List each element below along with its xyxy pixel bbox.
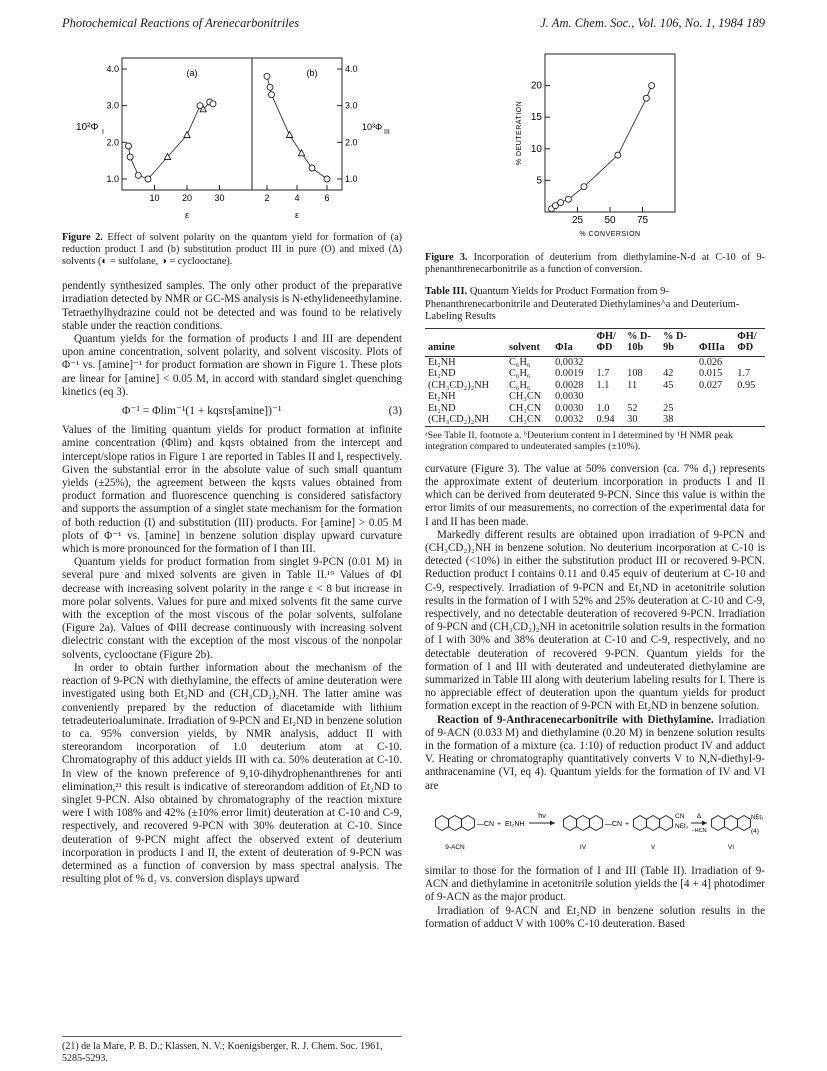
molecule-vi xyxy=(712,815,751,830)
table-cell: 0.0030 xyxy=(555,402,584,414)
table-3-header-top-cell: ΦH/ xyxy=(734,328,765,342)
ring xyxy=(449,815,462,830)
table-cell: 42 xyxy=(663,368,674,380)
table-cell: 0.0028 xyxy=(555,379,584,391)
left-paragraph-5: In order to obtain further information about the mechanism of the reaction of 9-PCN with diethylamine, the effects of amine deuteration were investigated using both Et₂ND and (CH₃CD₂)₂NH. The latter amine was conveniently prepared by the reduction of diacetamide with lithium tetradeuterioaluminate. Irradiation of 9-PCN and Et₂ND in benzene solution to ca. 95% conversion yields, by NMR analysis, adduct II with stereorandom incorporation of 1.0 deuterium atom at C-10. Chromatography of this adduct yields III with ca. 50% deuteration at C-10. In view of the known preference of 9,10-dihydrophenanthrenes for anti elimination,²¹ this result is indicative of stereorandom addition of Et₂ND to singlet 9-PCN. Also obtained by chromatography of the reaction mixture were I with 108% and 42% (±10% error limit) deuteration at C-10 and C-9, respectively, and recovered 9-PCN with 30% deuteration at C-10. Since deuteration of 9-PCN might affect the observed extent of deuterium incorporation in products I and II, the extent of deuteration of 9-PCN was determined as a function of conversion by mass spectral analysis. The resulting plot of % d₁ vs. conversion displays upward xyxy=(62,661,402,886)
table-3-header-cell: amine xyxy=(425,342,506,356)
data-point-triangle xyxy=(184,132,190,138)
right-paragraph-1: curvature (Figure 3). The value at 50% conversion (ca. 7% d₁) represents the approximate extent of deuterium incorporation in products I and II which can be derived from deuterated 9-PCN. Since this value is within the error limits of our measurements, no correction of the experimental data for I and II has been made. xyxy=(425,462,765,528)
arrow-head xyxy=(702,820,707,825)
data-point-circle xyxy=(643,95,649,101)
table-cell: CH₃CN xyxy=(506,414,552,426)
figure-2-chart xyxy=(62,44,402,224)
y-tick-label: 4.0 xyxy=(106,64,119,74)
data-point-circle xyxy=(309,165,315,171)
figure-3-caption xyxy=(425,252,765,276)
table-cell: 30 xyxy=(624,414,660,426)
table-3-header-top-cell: % D- xyxy=(660,328,696,342)
data-point-circle xyxy=(615,152,621,158)
table-row xyxy=(425,380,765,392)
table-3-header-cell: solvent xyxy=(506,342,552,356)
right-paragraph-4: similar to those for the formation of I and III (Table II). Irradiation of 9-ACN and diethylamine in acetonitrile solution yields the [4 + 4] photodimer of 9-ACN as the major product. xyxy=(425,864,765,904)
table-cell: C₆H₆ xyxy=(508,368,531,380)
group-label: CN xyxy=(675,812,685,820)
amine-label: Et₂NH xyxy=(505,820,525,828)
right-column xyxy=(425,44,765,931)
y-axis-label: % DEUTERATION xyxy=(516,100,523,166)
right-axis-subscript: III xyxy=(384,129,390,136)
y-tick-label: 4.0 xyxy=(345,64,358,74)
table-cell: 0.0032 xyxy=(555,356,584,368)
figure-2b-plot xyxy=(252,58,390,220)
group-label: —CN xyxy=(477,820,495,828)
y-tick-label: 3.0 xyxy=(106,100,119,111)
y-tick-label: 1.0 xyxy=(345,174,358,184)
table-cell: Et₂ND xyxy=(428,368,456,380)
panel-b-label: (b) xyxy=(306,68,318,78)
group-label: —CN xyxy=(605,820,623,828)
table-cell: 1.7 xyxy=(737,368,751,380)
right-paragraph-2: Markedly different results are obtained upon irradiation of 9-PCN and (CH₃CD₂)₂NH in benzene solution. No deuterium incorporation at C-10 is detected (<10%) in either the substitution product III or recovered 9-PCN. Reduction product I contains 0.11 and 0.45 equiv of deuterium at C-10 and C-9, respectively. Irradiation of 9-PCN and Et₂ND in acetonitrile solution results in the formation of I with 52% and 25% deuteration at C-10 and C-9, respectively, and no detectable deuteration of recovered 9-PCN. Irradiation of 9-PCN and (CH₃CD₂)₂NH in acetonitrile solution results in the formation of I with 30% and 38% deuteration at C-10 and C-9, respectively, and no detectable deuteration of recovered 9-PCN. Quantum yields for the formation of I and III with deuterated and undeuterated diethylamine are summarized in Table III along with deuterium labeling results for I. There is no appreciable effect of deuteration upon the quantum yields for product formation except in the reaction of 9-PCN with Et₂ND in benzene solution. xyxy=(425,528,765,713)
table-cell: 11 xyxy=(627,379,638,391)
fit-curve xyxy=(129,102,214,179)
table-cell: CH₃CN xyxy=(508,402,542,414)
table-cell: Et₂NH xyxy=(428,391,456,403)
table-cell xyxy=(660,356,696,368)
left-paragraph-2: Quantum yields for the formation of products I and III are dependent upon amine concentration, solvent polarity, and solvent viscosity. Plots of Φ⁻¹ vs. [amine]⁻¹ for product formation are shown in Figure 1. These plots are linear for [amine] < 0.05 M, in accord with standard singlet quenching kinetics (eq 3). xyxy=(62,333,402,398)
x-tick-label: 20 xyxy=(181,193,193,203)
table-cell: 38 xyxy=(660,414,696,426)
table-cell: 45 xyxy=(663,379,674,391)
table-cell xyxy=(660,391,696,403)
table-cell: (CH₃CD₂)₂NH xyxy=(425,414,506,426)
reaction-scheme-4 xyxy=(425,799,765,861)
figure-2-caption xyxy=(62,232,402,268)
table-3-header xyxy=(425,342,765,356)
arrow-head xyxy=(550,820,555,825)
data-point-circle xyxy=(135,172,141,178)
table-3-title-text: Quantum Yields for Product Formation from 9-Phenanthrenecarbonitrile and Deuterated Diethylamines^a and Deuterium-Labeling Results xyxy=(425,286,740,323)
table-row xyxy=(425,403,765,415)
y-tick-label: 1.0 xyxy=(106,174,119,184)
data-point-circle xyxy=(145,176,151,182)
group-label: NEt₂ xyxy=(675,822,689,830)
plus-sign: + xyxy=(625,820,630,828)
table-cell: 25 xyxy=(663,402,674,414)
data-point-circle xyxy=(649,83,655,89)
table-3-body xyxy=(425,356,765,426)
ring xyxy=(577,815,590,830)
table-cell: Et₂ND xyxy=(428,402,456,414)
x-tick-label: 75 xyxy=(636,215,649,226)
table-cell: 0.95 xyxy=(737,379,756,391)
fit-curve xyxy=(552,86,652,209)
table-cell xyxy=(734,414,765,426)
y-tick-label: 20 xyxy=(530,80,542,92)
y-tick-label: 15 xyxy=(530,112,542,124)
table-cell: 0.026 xyxy=(698,356,723,368)
equation-number: (4) xyxy=(751,827,759,835)
data-point-circle xyxy=(127,154,133,160)
x-axis-label-b: ε xyxy=(294,210,300,220)
table-row xyxy=(425,391,765,403)
x-tick-label: 10 xyxy=(149,193,160,203)
ring xyxy=(660,815,673,830)
table-cell xyxy=(696,391,734,403)
plot-frame xyxy=(545,54,675,212)
table-cell: 0.0030 xyxy=(555,391,584,403)
table-3-header-top-cell: ΦH/ xyxy=(594,328,625,342)
ring xyxy=(712,815,725,830)
ring xyxy=(436,815,449,830)
figure-3-caption-text: Incorporation of deuterium from diethylamine-N-d at C-10 of 9-phenanthrenecarbonitrile as a function of conversion. xyxy=(425,252,765,276)
data-point-triangle xyxy=(286,132,292,138)
table-3-header-top-cell: % D- xyxy=(624,328,660,342)
table-3-header-cell: ΦD xyxy=(734,342,765,356)
right-axis-label: 10³Φ xyxy=(362,122,383,132)
table-cell xyxy=(624,356,660,368)
table-cell xyxy=(624,391,660,403)
table-cell xyxy=(696,403,734,415)
data-point-circle xyxy=(269,92,275,98)
x-tick-label: 6 xyxy=(324,193,330,203)
table-3-header-cell: ΦIa xyxy=(552,342,593,356)
left-paragraph-4: Quantum yields for product formation from singlet 9-PCN (0.01 M) in several pure and mixed solvents are given in Table II.¹⁹ Values of ΦI decrease with increasing solvent polarity in the range ε < 8 but increase in more polar solvents. Values for pure and mixed solvents fit the same curve with the exception of the most viscous of the polar solvents, sulfolane (Figure 2a). Values of ΦIII decrease continuously with increasing solvent dielectric constant with the exception of the most viscous of the nonpolar solvents, cyclooctane (Figure 2b). xyxy=(62,556,402,661)
table-3-header-cell: ΦIIIa xyxy=(696,342,734,356)
figure-3-caption-label: Figure 3. xyxy=(425,252,468,264)
table-cell: (CH₃CD₂)₂NH xyxy=(428,379,490,391)
figure-2a-plot xyxy=(76,58,252,220)
table-cell: 52 xyxy=(627,402,638,414)
data-point-circle xyxy=(581,184,587,190)
arrow-label: −HCN xyxy=(691,827,707,834)
x-tick-label: 25 xyxy=(571,215,584,226)
table-row xyxy=(425,414,765,426)
table-3-title xyxy=(425,286,765,324)
right-paragraph-5: Irradiation of 9-ACN and Et₂ND in benzene solution results in the formation of adduct V with 100% C-10 deuteration. Based xyxy=(425,904,765,930)
right-paragraph-3 xyxy=(425,714,765,793)
ring xyxy=(462,815,475,830)
running-header-left: Photochemical Reactions of Arenecarbonitriles xyxy=(62,16,300,30)
data-point-circle xyxy=(210,101,216,107)
table-3-header-top-cell xyxy=(552,328,593,342)
table-cell: Et₂NH xyxy=(428,356,456,368)
table-3-label: Table III. xyxy=(425,286,468,298)
molecule-v xyxy=(634,815,673,830)
x-axis-label: % CONVERSION xyxy=(579,231,641,238)
table-cell xyxy=(734,403,765,415)
table-cell: 0.94 xyxy=(594,414,625,426)
compound-label: 9-ACN xyxy=(445,843,465,851)
y-tick-label: 3.0 xyxy=(345,100,358,111)
table-3-header-top-cell xyxy=(696,328,734,342)
table-cell: 108 xyxy=(627,368,643,380)
compound-label: IV xyxy=(579,843,587,851)
footnote-21: (21) de la Mare, P. B. D.; Klassen, N. V.; Koenigsberger, R. J. Chem. Soc. 1961, 5285-5293. xyxy=(62,1036,402,1065)
reaction-scheme-svg xyxy=(425,799,765,857)
table-cell xyxy=(734,391,765,403)
data-point-circle xyxy=(267,84,273,90)
ring xyxy=(738,815,751,830)
equation-3-body: Φ⁻¹ = Φlim⁻¹(1 + kqsτs[amine])⁻¹ xyxy=(122,405,282,418)
table-3-header-top-cell xyxy=(425,328,506,342)
table-3-header-top-cell xyxy=(506,328,552,342)
x-axis-label-a: ε xyxy=(184,210,190,220)
ring xyxy=(725,815,738,830)
table-3-footnote: ᵃSee Table II, footnote a. ᵇDeuterium content in I determined by ¹H NMR peak integration compared to undeuterated samples (±10%). xyxy=(425,429,733,453)
table-cell: C₆H₆ xyxy=(508,379,531,391)
compound-label: V xyxy=(650,843,656,851)
table-3-header-cell: 10b xyxy=(624,342,660,356)
group-label: NEt₂ xyxy=(751,814,764,821)
figure-2-caption-label: Figure 2. xyxy=(62,232,103,244)
ring xyxy=(647,815,660,830)
running-header-right: J. Am. Chem. Soc., Vol. 106, No. 1, 1984 189 xyxy=(540,16,765,30)
data-point-circle xyxy=(565,196,571,202)
panel-a-label: (a) xyxy=(186,68,198,78)
table-row xyxy=(425,356,765,368)
table-cell: 0.015 xyxy=(698,368,723,380)
left-axis-subscript: I xyxy=(102,129,104,136)
y-tick-label: 5 xyxy=(536,175,542,187)
molecule-9-acn xyxy=(436,815,475,830)
ring xyxy=(564,815,577,830)
data-point-circle xyxy=(264,73,270,79)
table-cell xyxy=(696,414,734,426)
y-tick-label: 10 xyxy=(530,143,542,155)
compound-label: VI xyxy=(727,843,735,851)
data-point-circle xyxy=(126,143,132,149)
fit-curve xyxy=(267,76,327,179)
data-point-circle xyxy=(324,176,330,182)
table-3-header-top xyxy=(425,328,765,342)
arrow-label: Δ xyxy=(696,812,702,820)
equation-3 xyxy=(62,405,402,418)
table-cell xyxy=(594,356,625,368)
table-cell: 0.027 xyxy=(698,379,723,391)
section-heading: Reaction of 9-Anthracenecarbonitrile with Diethylamine. xyxy=(437,713,714,726)
table-cell: 0.0019 xyxy=(555,368,584,380)
table-cell: C₆H₆ xyxy=(508,356,531,368)
ring xyxy=(634,815,647,830)
table-3 xyxy=(425,328,765,427)
figure-2-caption-text: Effect of solvent polarity on the quantum yield for formation of (a) reduction product I and (b) substitution product III in pure (O) and mixed (Δ) solvents (◐ = sulfolane, ◑ = cyclooctane). xyxy=(62,232,402,268)
x-tick-label: 4 xyxy=(294,193,300,203)
table-3-header-cell: ΦD xyxy=(594,342,625,356)
molecule-iv xyxy=(564,815,603,830)
left-axis-label: 10²Φ xyxy=(76,122,99,133)
figure-2 xyxy=(62,44,402,268)
ring xyxy=(590,815,603,830)
y-tick-label: 2.0 xyxy=(345,137,358,148)
plus-sign: + xyxy=(497,820,502,828)
equation-3-number: (3) xyxy=(388,405,402,418)
right-paragraph-3-text: Irradiation of 9-ACN (0.033 M) and diethylamine (0.20 M) in benzene solution results in the formation of a mixture (ca. 1:10) of reduction product IV and adduct V. Heating or chromatography quantitatively converts V to N,N-diethyl-9-anthracenamine (VI, eq 4). Quantum yields for the formation of IV and VI are xyxy=(425,713,765,792)
table-3-header-cell: 9b xyxy=(660,342,696,356)
y-tick-label: 2.0 xyxy=(106,137,119,148)
x-tick-label: 30 xyxy=(214,193,225,203)
arrow-label: hν xyxy=(538,812,546,820)
data-point-circle xyxy=(558,200,564,206)
table-cell: CH₃CN xyxy=(508,391,542,403)
table-cell: 0.0032 xyxy=(552,414,593,426)
x-tick-label: 2 xyxy=(264,193,270,203)
left-column xyxy=(62,44,402,886)
left-paragraph-3: Values of the limiting quantum yields for product formation at infinite amine concentration (Φlim) and kqsτs obtained from the intercept and intercept/slope ratios in Figure 1 are reported in Tables II and I, respectively. Given the substantial error in the absolute value of such small quantum yields (±25%), the agreement between the kqsτs values obtained from product formation and fluorescence quenching is considered satisfactory and supports the assumption of a singlet state mechanism for the formation of both reduction (I) and substitution (III) products. For [amine] > 0.05 M plots of Φ⁻¹ vs. [amine] in benzene solution display upward curvature which is more pronounced for the formation of I than III. xyxy=(62,424,402,556)
data-point-triangle xyxy=(298,150,304,156)
table-cell xyxy=(734,356,765,368)
table-cell xyxy=(594,391,625,403)
figure-3 xyxy=(425,44,765,276)
table-cell: 1.7 xyxy=(596,368,610,380)
table-cell: 1.1 xyxy=(596,379,610,391)
table-row xyxy=(425,368,765,380)
x-tick-label: 50 xyxy=(604,215,616,226)
left-paragraph-1: pendently synthesized samples. The only other product of the preparative irradiation detected by NMR or GC-MS analysis is N-ethylideneethylamine. Tetraethylhydrazine could not be detected and was found to be relatively stable under the reaction conditions. xyxy=(62,280,402,332)
table-cell: 1.0 xyxy=(596,402,610,414)
figure-3-chart xyxy=(425,44,765,244)
